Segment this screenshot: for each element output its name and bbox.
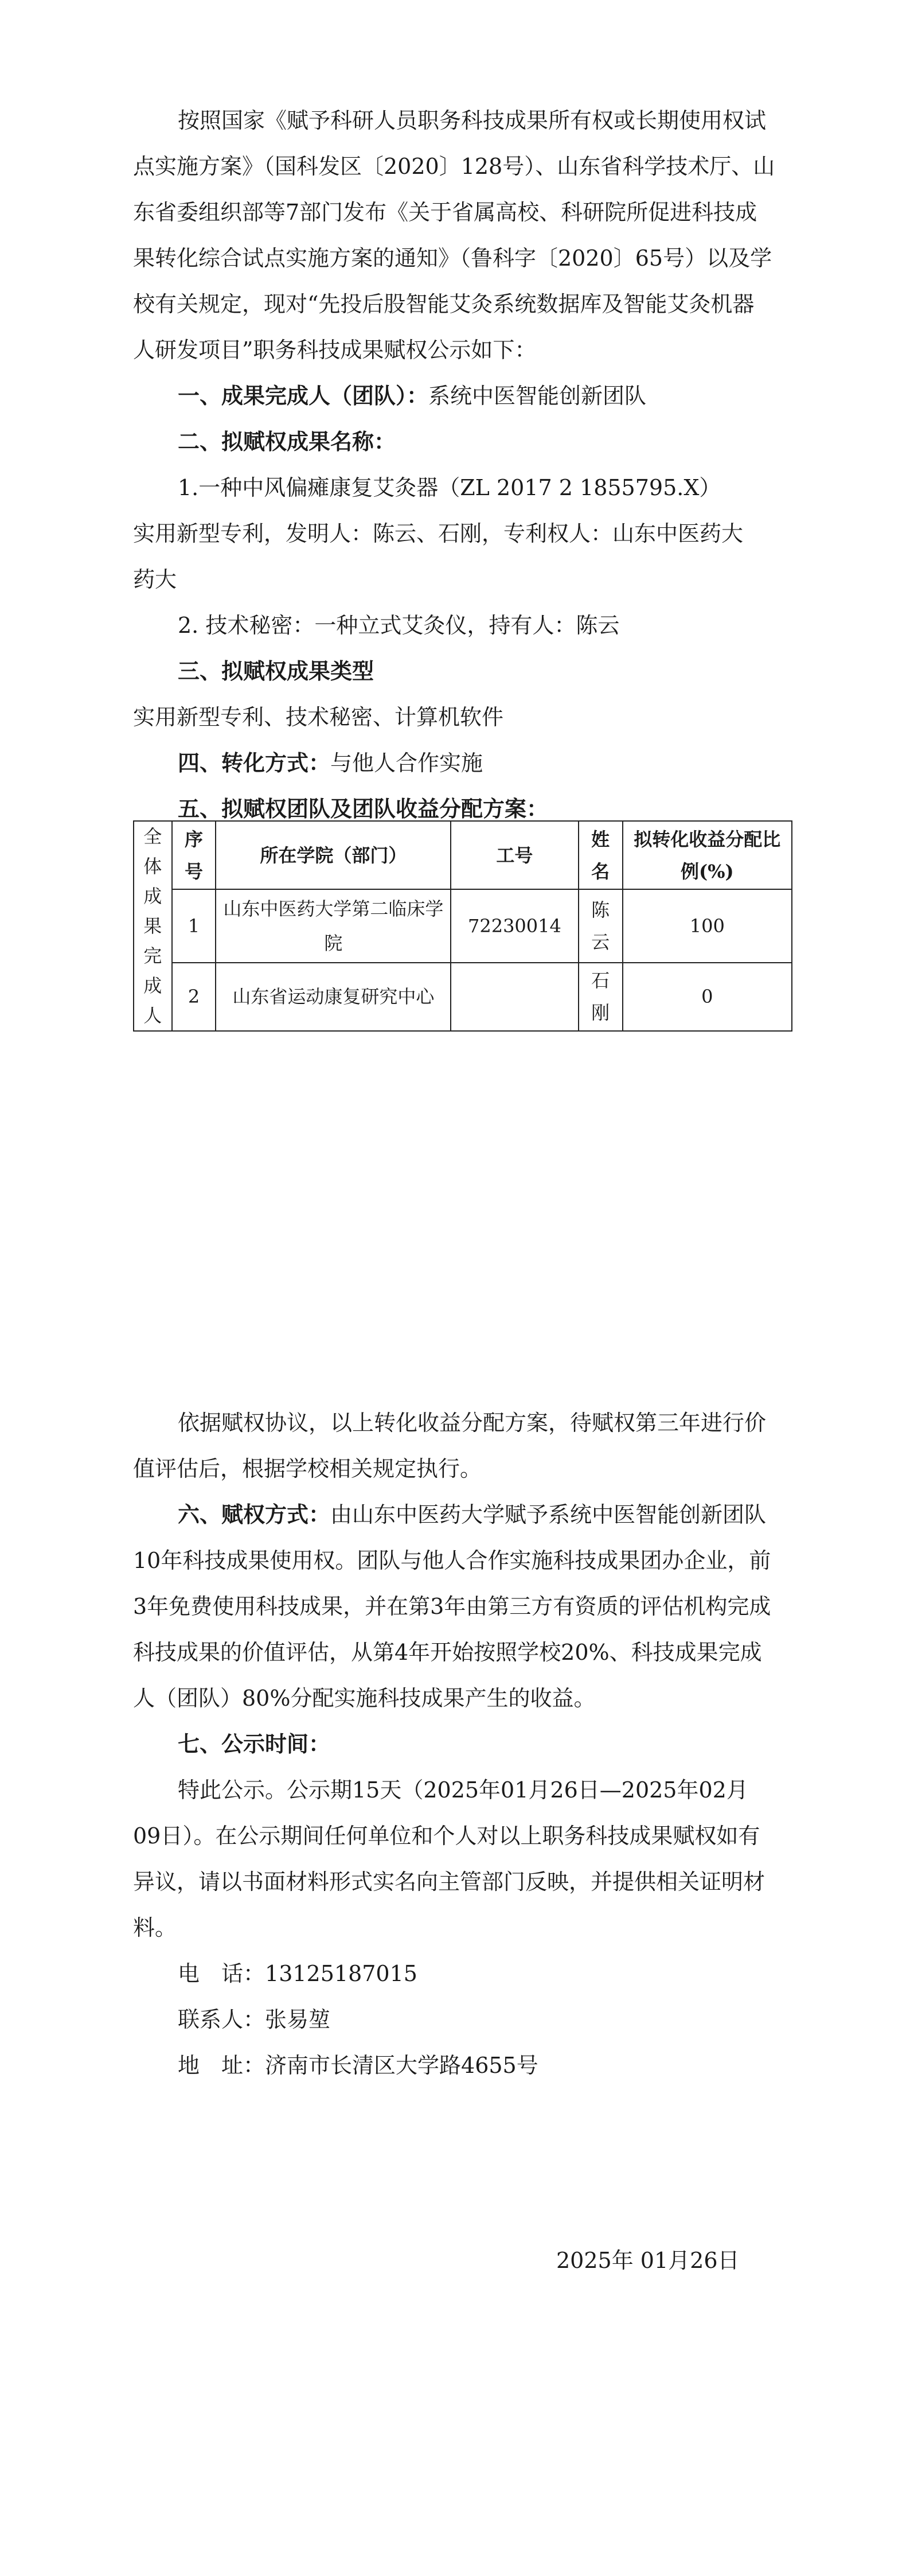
section-3-heading: 三、拟赋权成果类型 [178,659,374,684]
section-2-heading: 二、拟赋权成果名称： [178,429,396,454]
section-6-body: 由山东中医药大学赋予系统中医智能创新团队10年科技成果使用权。团队与他人合作实施科技成果团办企业，前3年免费使用科技成果，并在第3年由第三方有资质的评估机构完成科技成果的价值评估，从第4年开始按照学校20%、科技成果完成人（团队）80%分配实施科技成果产生的收益。 [133,1502,771,1711]
section-1 [133,373,775,419]
section-1-body: 系统中医智能创新团队 [428,383,647,408]
section-1-heading: 一、成果完成人（团队）： [178,383,429,408]
section-5-heading: 五、拟赋权团队及团队收益分配方案： [178,796,549,822]
row-2-dept: 山东省运动康复研究中心 [216,963,451,1031]
row-1-name: 陈云 [579,889,623,963]
address-label: 地 址： [178,2053,265,2078]
address-value: 济南市长清区大学路4655号 [265,2053,538,2078]
contact-address [133,2042,775,2088]
person-label: 联系人： [178,2007,265,2032]
header-id: 工号 [451,821,579,889]
row-2-ratio: 0 [623,963,792,1031]
section-3-body: 实用新型专利、技术秘密、计算机软件 [133,705,504,730]
document-body-bottom [133,1400,775,2088]
contact-person [133,1997,775,2042]
section-7-heading: 七、公示时间： [178,1731,331,1757]
section-4-heading: 四、转化方式： [178,750,331,776]
document-body-top [133,98,775,832]
after-table-paragraph: 依据赋权协议，以上转化收益分配方案，待赋权第三年进行价值评估后，根据学校相关规定执行。 [133,1410,767,1481]
table-row [134,889,792,963]
row-1-dept: 山东中医药大学第二临床学院 [216,889,451,963]
section-2-item-1-tail: 药大 [133,567,177,592]
person-value: 张易堃 [265,2007,331,2032]
intro-paragraph: 按照国家《赋予科研人员职务科技成果所有权或长期使用权试点实施方案》（国科发区〔2020〕128号）、山东省科学技术厅、山东省委组织部等7部门发布《关于省属高校、科研院所促进科技成果转化综合试点实施方案的通知》（鲁科字〔2020〕65号）以及学校有关规定，现对“先投后股智能艾灸系统数据库及智能艾灸机器人研发项目”职务科技成果赋权公示如下： [133,108,775,363]
section-7-body: 特此公示。公示期15天（2025年01月26日—2025年02月09日）。在公示期间任何单位和个人对以上职务科技成果赋权如有异议，请以书面材料形式实名向主管部门反映，并提供相关证明材料。 [133,1777,766,1940]
row-2-id [451,963,579,1031]
header-ratio: 拟转化收益分配比例(%) [623,821,792,889]
phone-value: 13125187015 [265,1961,417,1986]
phone-label: 电 话： [178,1961,265,1986]
row-1-ratio: 100 [623,889,792,963]
contact-phone [133,1951,775,1997]
section-2-item-2: 2. 技术秘密：一种立式艾灸仪，持有人：陈云 [178,613,620,638]
allocation-table [133,820,792,1032]
row-2-name: 石刚 [579,963,623,1031]
row-1-id: 72230014 [451,889,579,963]
header-dept: 所在学院（部门） [216,821,451,889]
section-4-body: 与他人合作实施 [330,750,483,776]
header-no: 序号 [172,821,216,889]
group-label-cell: 全体成果完成人 [134,821,172,1031]
section-4 [133,740,775,786]
row-2-no: 2 [172,963,216,1031]
section-6-heading: 六、赋权方式： [178,1502,331,1527]
table-header-row [134,821,792,889]
row-1-no: 1 [172,889,216,963]
document-date: 2025年 01月26日 [556,2248,740,2273]
section-2-item-1: 1.一种中风偏瘫康复艾灸器（ZL 2017 2 1855795.X） [178,475,721,500]
section-6 [133,1492,775,1721]
section-2-item-1-continued: 实用新型专利，发明人：陈云、石刚，专利权人：山东中医药大 [133,521,744,546]
table-row [134,963,792,1031]
header-name: 姓名 [579,821,623,889]
